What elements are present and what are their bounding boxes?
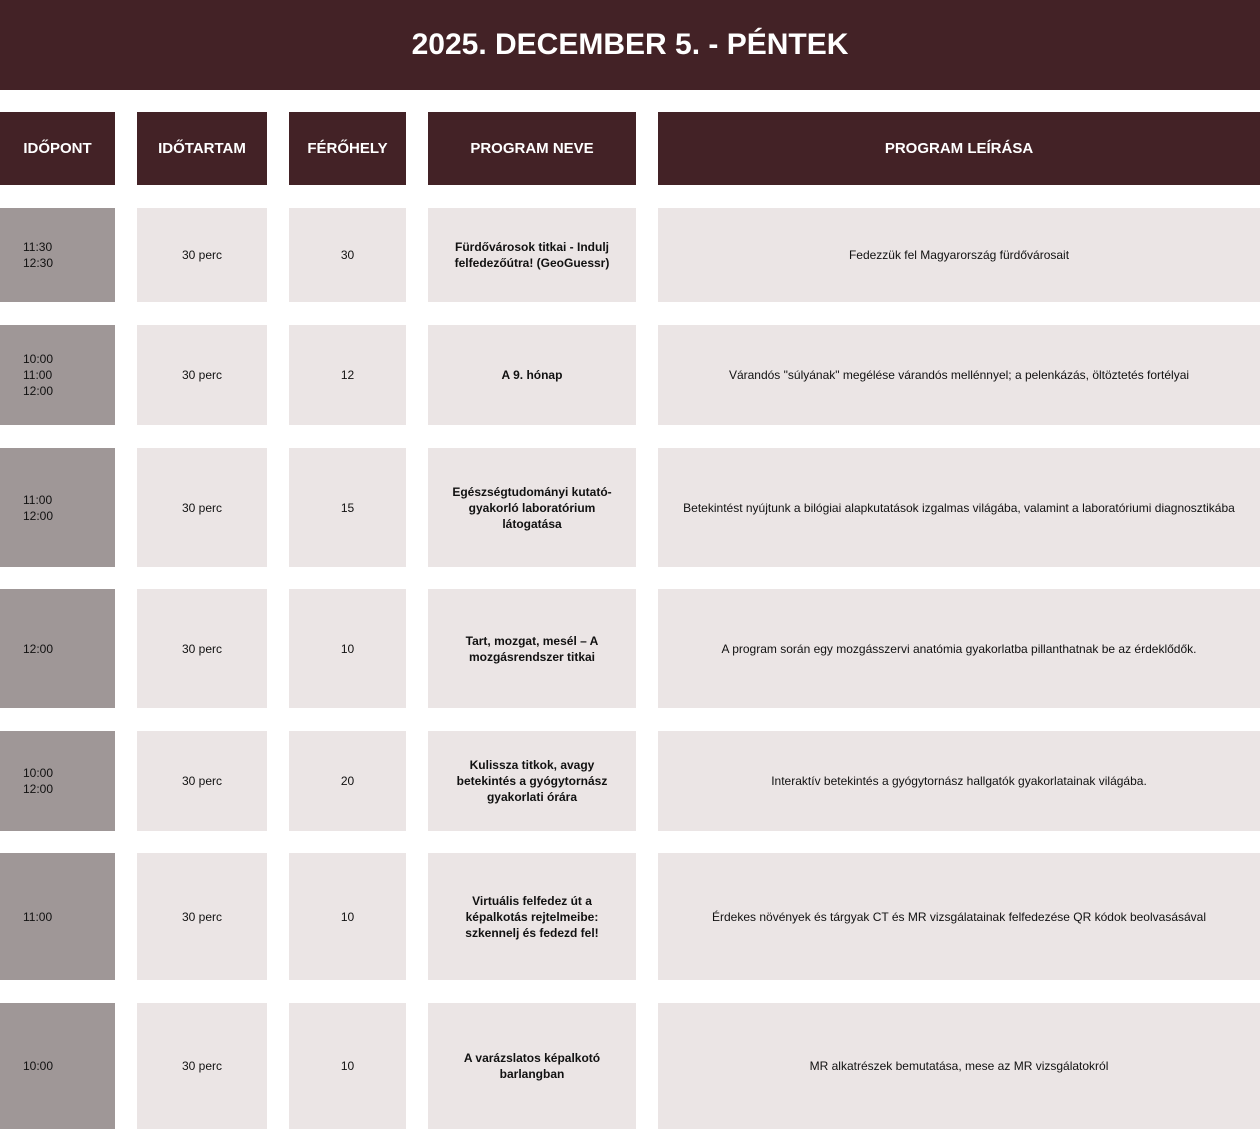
row-program-description: Várandós "súlyának" megélése várandós mellénnyel; a pelenkázás, öltöztetés fortélyai	[658, 325, 1260, 425]
row-capacity: 12	[289, 325, 406, 425]
row-time: 10:00	[0, 1003, 115, 1129]
header-program-description: PROGRAM LEÍRÁSA	[658, 112, 1260, 185]
row-duration: 30 perc	[137, 731, 267, 831]
row-time: 10:00 12:00	[0, 731, 115, 831]
row-duration: 30 perc	[137, 448, 267, 567]
row-duration: 30 perc	[137, 853, 267, 980]
row-time: 10:00 11:00 12:00	[0, 325, 115, 425]
row-program-name: Egészségtudományi kutató-gyakorló laboratórium látogatása	[428, 448, 636, 567]
row-program-name: A varázslatos képalkotó barlangban	[428, 1003, 636, 1129]
page-title: 2025. DECEMBER 5. - PÉNTEK	[0, 0, 1260, 90]
row-program-name: Fürdővárosok titkai - Indulj felfedezőútra! (GeoGuessr)	[428, 208, 636, 302]
row-time: 11:00	[0, 853, 115, 980]
header-duration: IDŐTARTAM	[137, 112, 267, 185]
row-program-description: MR alkatrészek bemutatása, mese az MR vizsgálatokról	[658, 1003, 1260, 1129]
row-capacity: 15	[289, 448, 406, 567]
row-capacity: 20	[289, 731, 406, 831]
row-program-name: A 9. hónap	[428, 325, 636, 425]
row-duration: 30 perc	[137, 208, 267, 302]
row-program-name: Kulissza titkok, avagy betekintés a gyógytornász gyakorlati órára	[428, 731, 636, 831]
row-program-name: Virtuális felfedez út a képalkotás rejtelmeibe: szkennelj és fedezd fel!	[428, 853, 636, 980]
header-program-name: PROGRAM NEVE	[428, 112, 636, 185]
header-capacity: FÉRŐHELY	[289, 112, 406, 185]
row-program-description: A program során egy mozgásszervi anatómia gyakorlatba pillanthatnak be az érdeklődők.	[658, 589, 1260, 708]
row-capacity: 10	[289, 1003, 406, 1129]
row-duration: 30 perc	[137, 589, 267, 708]
row-duration: 30 perc	[137, 1003, 267, 1129]
row-capacity: 10	[289, 589, 406, 708]
row-program-name: Tart, mozgat, mesél – A mozgásrendszer titkai	[428, 589, 636, 708]
row-capacity: 10	[289, 853, 406, 980]
row-time: 11:30 12:30	[0, 208, 115, 302]
row-program-description: Fedezzük fel Magyarország fürdővárosait	[658, 208, 1260, 302]
row-program-description: Interaktív betekintés a gyógytornász hallgatók gyakorlatainak világába.	[658, 731, 1260, 831]
row-capacity: 30	[289, 208, 406, 302]
row-program-description: Betekintést nyújtunk a bilógiai alapkutatások izgalmas világába, valamint a laboratóriumi diagnosztikába	[658, 448, 1260, 567]
row-time: 11:00 12:00	[0, 448, 115, 567]
row-program-description: Érdekes növények és tárgyak CT és MR vizsgálatainak felfedezése QR kódok beolvasásával	[658, 853, 1260, 980]
header-time: IDŐPONT	[0, 112, 115, 185]
row-time: 12:00	[0, 589, 115, 708]
row-duration: 30 perc	[137, 325, 267, 425]
